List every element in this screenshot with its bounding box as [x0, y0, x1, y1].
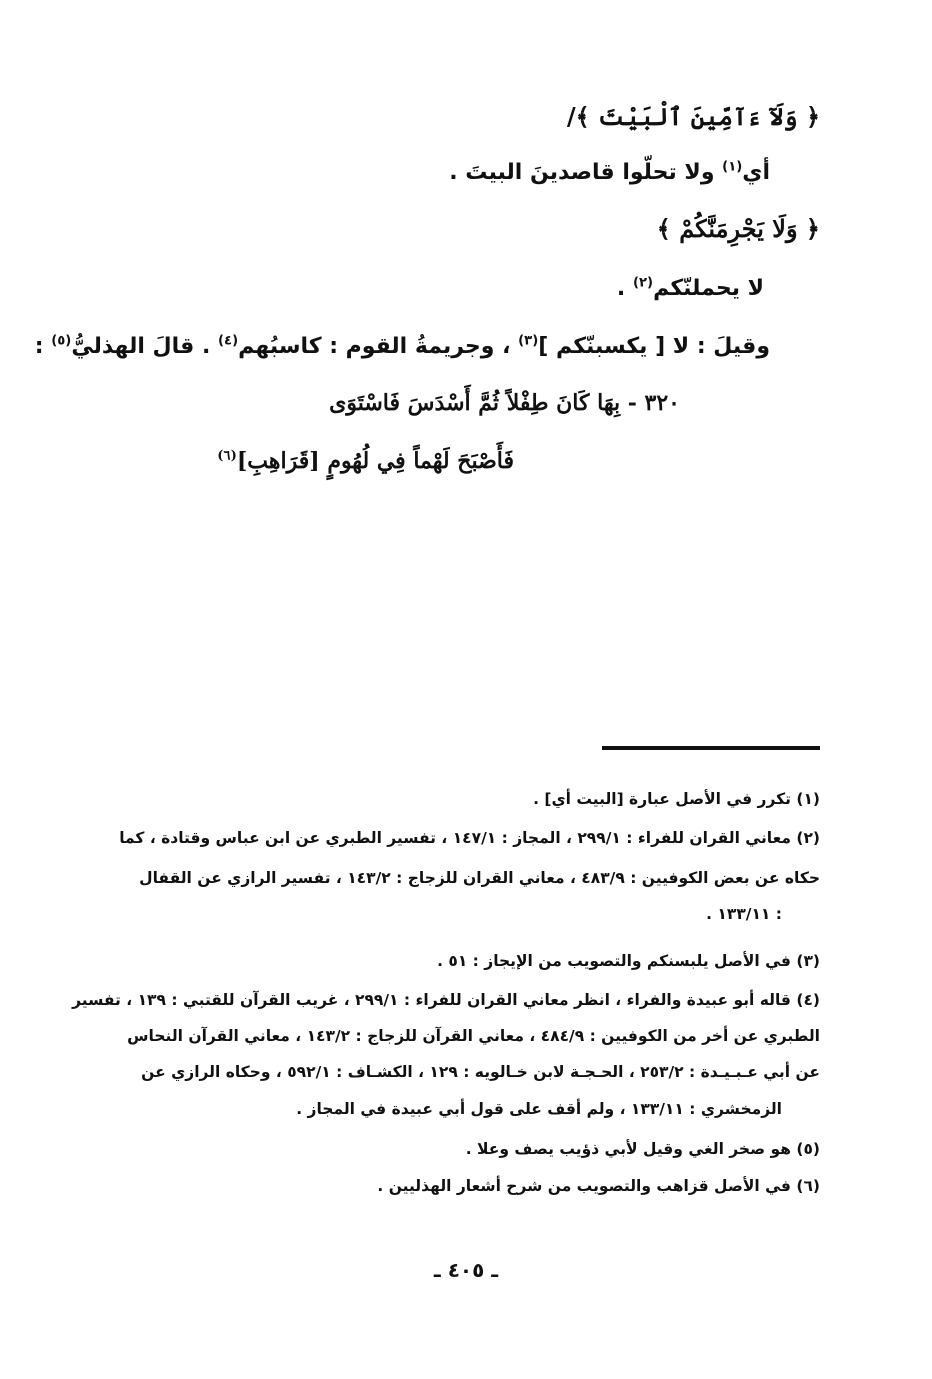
quran-verse-2: ﴿ وَلَا يَجْرِمَنَّكُمْ ﴾: [656, 214, 820, 243]
commentary-text: . قالَ الهذليُّ: [71, 334, 218, 359]
footnote-4-line-1: (٤) قاله أبو عبيدة والفراء ، انظر معاني القران للفراء : ٢٩٩/١ ، غريب القرآن للقتبي : ١٣٩ ، تفسير: [72, 991, 820, 1009]
footnote-ref-2: (٢): [632, 275, 654, 291]
footnote-2-line-2: حكاه عن بعض الكوفيين : ٤٨٣/٩ ، معاني القران للزجاج : ١٤٣/٢ ، تفسير الرازي عن القفال: [139, 869, 820, 887]
commentary-punct: .: [616, 276, 633, 301]
footnote-2-line-3: : ١٣٣/١١ .: [706, 905, 782, 923]
page-number: ـ ٤٠٥ ـ: [433, 1258, 499, 1282]
footnote-ref-5: (٥): [51, 333, 72, 349]
commentary-word: أي: [742, 160, 770, 185]
footnote-ref-3: (٣): [518, 333, 539, 349]
commentary-text: لا يحملنّكم: [653, 276, 764, 301]
commentary-line-1: [449, 160, 770, 185]
commentary-line-3: [35, 334, 770, 359]
commentary-text: ولا تحلّوا قاصدينَ البيتَ .: [449, 160, 723, 185]
commentary-text: ، وجريمةُ القوم : كاسبُهم: [238, 334, 519, 359]
footnote-ref-1: (١): [722, 159, 743, 175]
footnote-2-line-1: (٢) معاني القران للفراء : ٢٩٩/١ ، المجاز : ١٤٧/١ ، تفسير الطبري عن ابن عباس وقتادة ، كما: [119, 829, 820, 847]
quran-verse-1: ﴿ وَلَآ ءَآمِّينَ ٱلْبَيْتَ ﴾/: [566, 102, 820, 131]
footnote-4-line-2: الطبري عن أخر من الكوفيين : ٤٨٤/٩ ، معاني القرآن للزجاج : ١٤٣/٢ ، معاني القرآن النحاس: [127, 1027, 820, 1045]
poem-text: فَأَصْبَحَ لَهْماً فِي لُهُومٍ [قَرَاهِبِ]: [236, 448, 514, 474]
commentary-line-2: [617, 276, 764, 301]
commentary-text: وقيلَ : لا [ يكسبنّكم ]: [538, 334, 770, 359]
footnote-3: (٣) في الأصل يلبسنكم والتصويب من الإيجاز : ٥١ .: [437, 952, 820, 970]
footnote-4-line-4: الزمخشري : ١٣٣/١١ ، ولم أقف على قول أبي عبيدة في المجاز .: [296, 1100, 782, 1118]
footnote-ref-6: (٦): [217, 448, 237, 464]
poem-verse-1: ٣٢٠ - بِهَا كَانَ طِفْلاً ثُمَّ أَسْدَسَ فَاسْتَوَى: [329, 390, 680, 416]
poem-verse-2: [217, 448, 514, 474]
footnote-4-line-3: عن أبي عـبـيـدة : ٢٥٣/٢ ، الحـجـة لابن خـالويه : ١٢٩ ، الكشـاف : ٥٩٢/١ ، وحكاه الرازي عن: [141, 1063, 820, 1081]
footnote-separator: [602, 746, 820, 750]
footnote-5: (٥) هو صخر الغي وقيل لأبي ذؤيب يصف وعلا .: [465, 1140, 820, 1158]
footnote-6: (٦) في الأصل قزاهب والتصويب من شرح أشعار الهذليين .: [377, 1177, 820, 1195]
commentary-punct: :: [34, 334, 52, 359]
footnote-ref-4: (٤): [217, 333, 239, 349]
footnote-1: (١) تكرر في الأصل عبارة [البيت أي] .: [533, 790, 820, 808]
